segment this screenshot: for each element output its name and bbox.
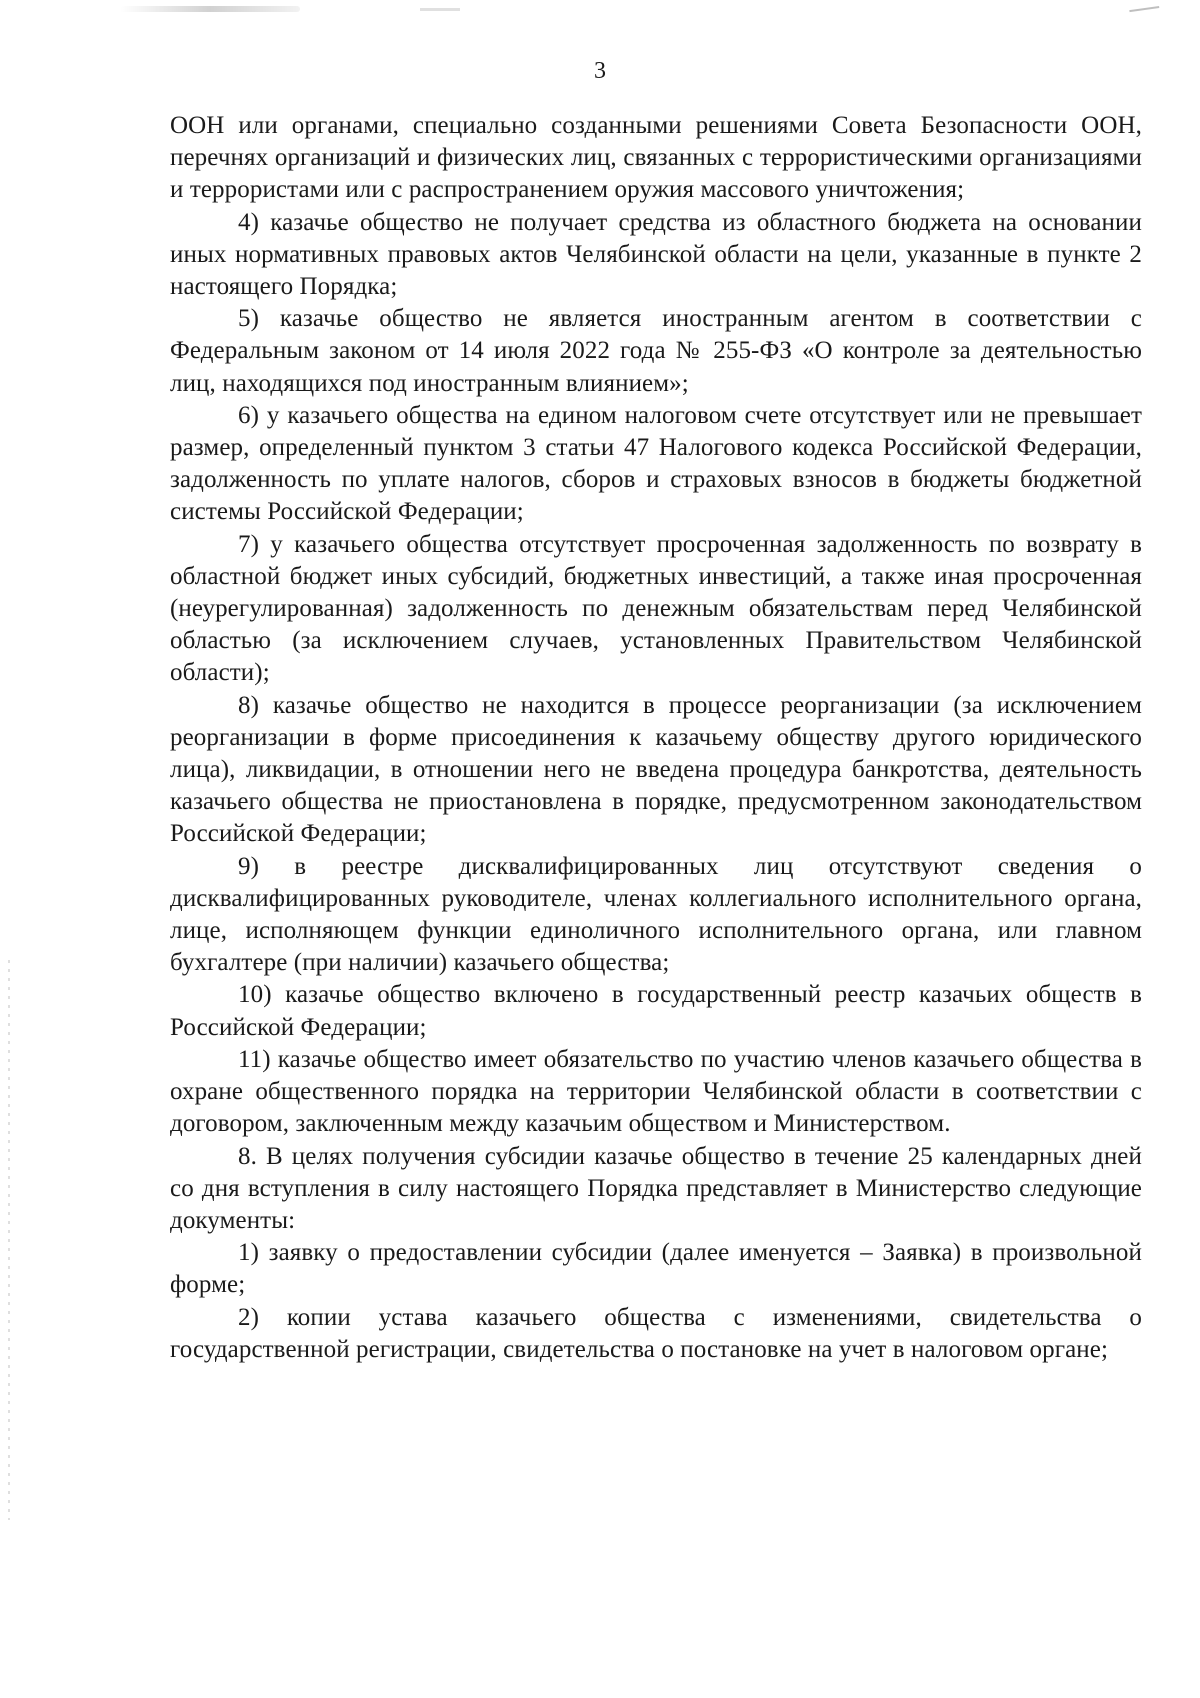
scan-artifact (1129, 6, 1160, 22)
paragraph-item-6: 6) у казачьего общества на едином налоговом счете отсутствует или не превышает размер, определенный пунктом 3 статьи 47 Налогового кодекса Российской Федерации, задолженность по уплате налогов, сборов и страховых взносов в бюджеты бюджетной системы Российской Федерации; (170, 401, 1142, 526)
paragraph-item-9: 9) в реестре дисквалифицированных лиц отсутствуют сведения о дисквалифицированных руководителе, членах коллегиального исполнительного органа, лице, исполняющем функции единоличного исполнительного органа, или главном бухгалтере (при наличии) казачьего общества; (170, 852, 1142, 977)
paragraph-item-4: 4) казачье общество не получает средства из областного бюджета на основании иных нормативных правовых актов Челябинской области на цели, указанные в пункте 2 настоящего Порядка; (170, 208, 1142, 301)
paragraph-doc-1: 1) заявку о предоставлении субсидии (далее именуется – Заявка) в произвольной форме; (170, 1239, 1142, 1299)
document-body (170, 110, 1142, 1366)
paragraph-section-8: 8. В целях получения субсидии казачье общество в течение 25 календарных дней со дня вступления в силу настоящего Порядка представляет в Министерство следующие документы: (170, 1142, 1142, 1234)
paragraph-item-10: 10) казачье общество включено в государственный реестр казачьих обществ в Российской Федерации; (170, 981, 1142, 1041)
paragraph-item-11: 11) казачье общество имеет обязательство по участию членов казачьего общества в охране общественного порядка на территории Челябинской области в соответствии с договором, заключенным между казачьим обществом и Министерством. (170, 1045, 1142, 1138)
paragraph-item-8: 8) казачье общество не находится в процессе реорганизации (за исключением реорганизации в форме присоединения к казачьему обществу другого юридического лица), ликвидации, в отношении него не введена процедура банкротства, деятельность казачьего общества не приостановлена в порядке, предусмотренном законодательством Российской Федерации; (170, 691, 1142, 848)
scan-artifact (120, 6, 300, 12)
page-number: 3 (594, 58, 606, 84)
paragraph-continuation: ООН или органами, специально созданными решениями Совета Безопасности ООН, перечнях организаций и физических лиц, связанных с террористическими организациями и террористами или с распространением оружия массового уничтожения; (170, 112, 1142, 204)
paragraph-item-7: 7) у казачьего общества отсутствует просроченная задолженность по возврату в областной бюджет иных субсидий, бюджетных инвестиций, а также иная просроченная (неурегулированная) задолженность по денежным обязательствам перед Челябинской областью (за исключением случаев, установленных Правительством Челябинской области); (170, 530, 1142, 687)
paragraph-doc-2: 2) копии устава казачьего общества с изменениями, свидетельства о государственной регистрации, свидетельства о постановке на учет в налоговом органе; (170, 1303, 1142, 1363)
scan-artifact (420, 8, 460, 11)
paragraph-item-5: 5) казачье общество не является иностранным агентом в соответствии с Федеральным законом от 14 июля 2022 года № 255-ФЗ «О контроле за деятельностью лиц, находящихся под иностранным влиянием»; (170, 305, 1142, 397)
scan-edge-artifact (8, 960, 10, 1520)
